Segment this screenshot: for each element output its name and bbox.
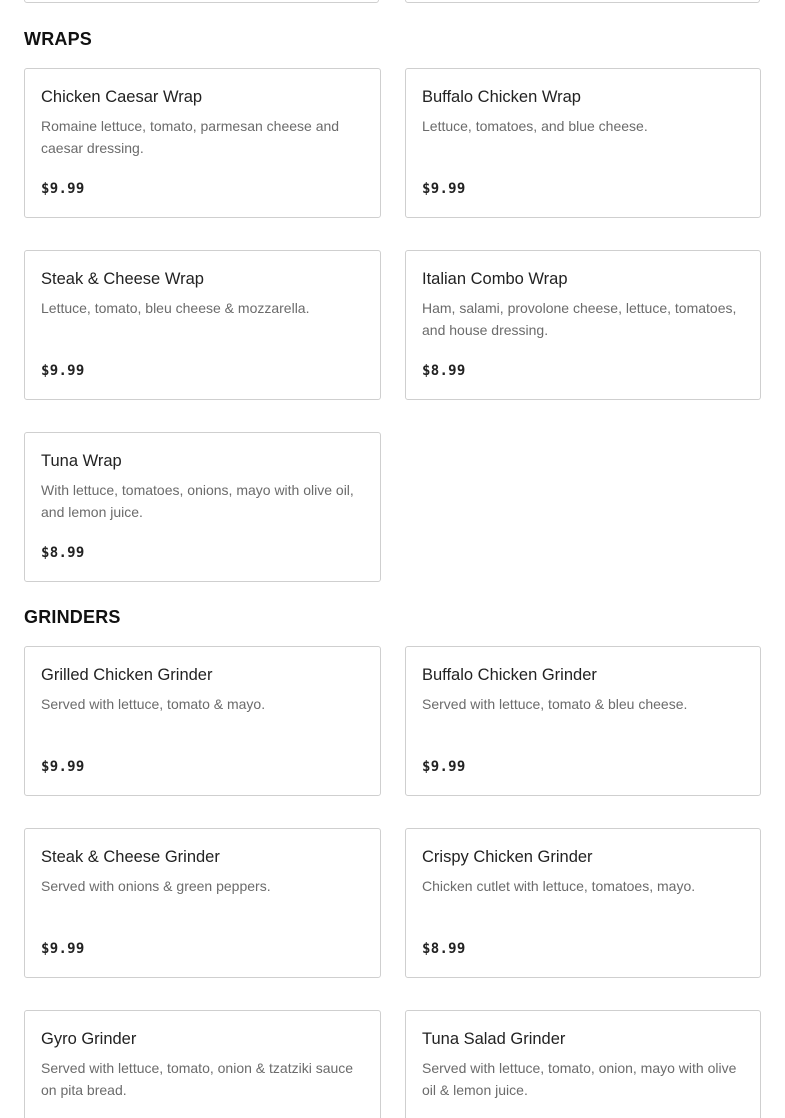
menu-item-card[interactable] (405, 68, 761, 218)
item-price: $9.99 (422, 181, 466, 197)
menu-item-card[interactable] (405, 1010, 761, 1118)
item-description: Lettuce, tomato, bleu cheese & mozzarella. (41, 300, 310, 316)
menu-item-card[interactable] (24, 432, 381, 582)
item-price: $9.99 (41, 181, 85, 197)
item-name: Crispy Chicken Grinder (422, 848, 593, 866)
menu-item-card[interactable] (405, 828, 761, 978)
item-description: Served with onions & green peppers. (41, 878, 271, 894)
item-price: $9.99 (41, 941, 85, 957)
item-description: Romaine lettuce, tomato, parmesan cheese and caesar dressing. (41, 118, 340, 156)
menu-item-card[interactable] (24, 828, 381, 978)
item-description: Served with lettuce, tomato & bleu cheese. (422, 696, 688, 712)
item-price: $9.99 (41, 759, 85, 775)
item-name: Gyro Grinder (41, 1030, 137, 1048)
item-price: $9.99 (41, 363, 85, 379)
item-description: Chicken cutlet with lettuce, tomatoes, mayo. (422, 878, 696, 894)
menu-item-card[interactable] (405, 646, 761, 796)
menu-item-card[interactable] (24, 646, 381, 796)
menu-item-card[interactable] (405, 250, 761, 400)
item-description: Lettuce, tomatoes, and blue cheese. (422, 118, 648, 134)
item-name: Grilled Chicken Grinder (41, 666, 213, 684)
item-price: $8.99 (422, 941, 466, 957)
section-title-wraps: WRAPS (24, 29, 92, 49)
item-name: Buffalo Chicken Grinder (422, 666, 597, 684)
item-description: Served with lettuce, tomato, onion, mayo with olive oil & lemon juice. (422, 1060, 737, 1098)
item-name: Tuna Salad Grinder (422, 1030, 566, 1048)
item-description: With lettuce, tomatoes, onions, mayo with olive oil, and lemon juice. (41, 482, 354, 520)
menu-item-card[interactable] (24, 68, 381, 218)
item-name: Steak & Cheese Grinder (41, 848, 220, 866)
item-description: Served with lettuce, tomato & mayo. (41, 696, 266, 712)
item-price: $9.99 (422, 759, 466, 775)
menu-item-card[interactable] (24, 250, 381, 400)
item-name: Steak & Cheese Wrap (41, 270, 204, 288)
item-name: Italian Combo Wrap (422, 270, 568, 288)
menu-item-card[interactable] (24, 1010, 381, 1118)
menu-item-card-partial[interactable] (24, 0, 379, 3)
item-price: $8.99 (41, 545, 85, 561)
item-description: Served with lettuce, tomato, onion & tzatziki sauce on pita bread. (41, 1060, 354, 1098)
item-description: Ham, salami, provolone cheese, lettuce, tomatoes, and house dressing. (422, 300, 737, 338)
item-name: Chicken Caesar Wrap (41, 88, 203, 106)
item-price: $8.99 (422, 363, 466, 379)
item-name: Buffalo Chicken Wrap (422, 88, 581, 106)
section-title-grinders: GRINDERS (24, 607, 121, 627)
menu-item-card-partial[interactable] (405, 0, 760, 3)
item-name: Tuna Wrap (41, 452, 122, 470)
